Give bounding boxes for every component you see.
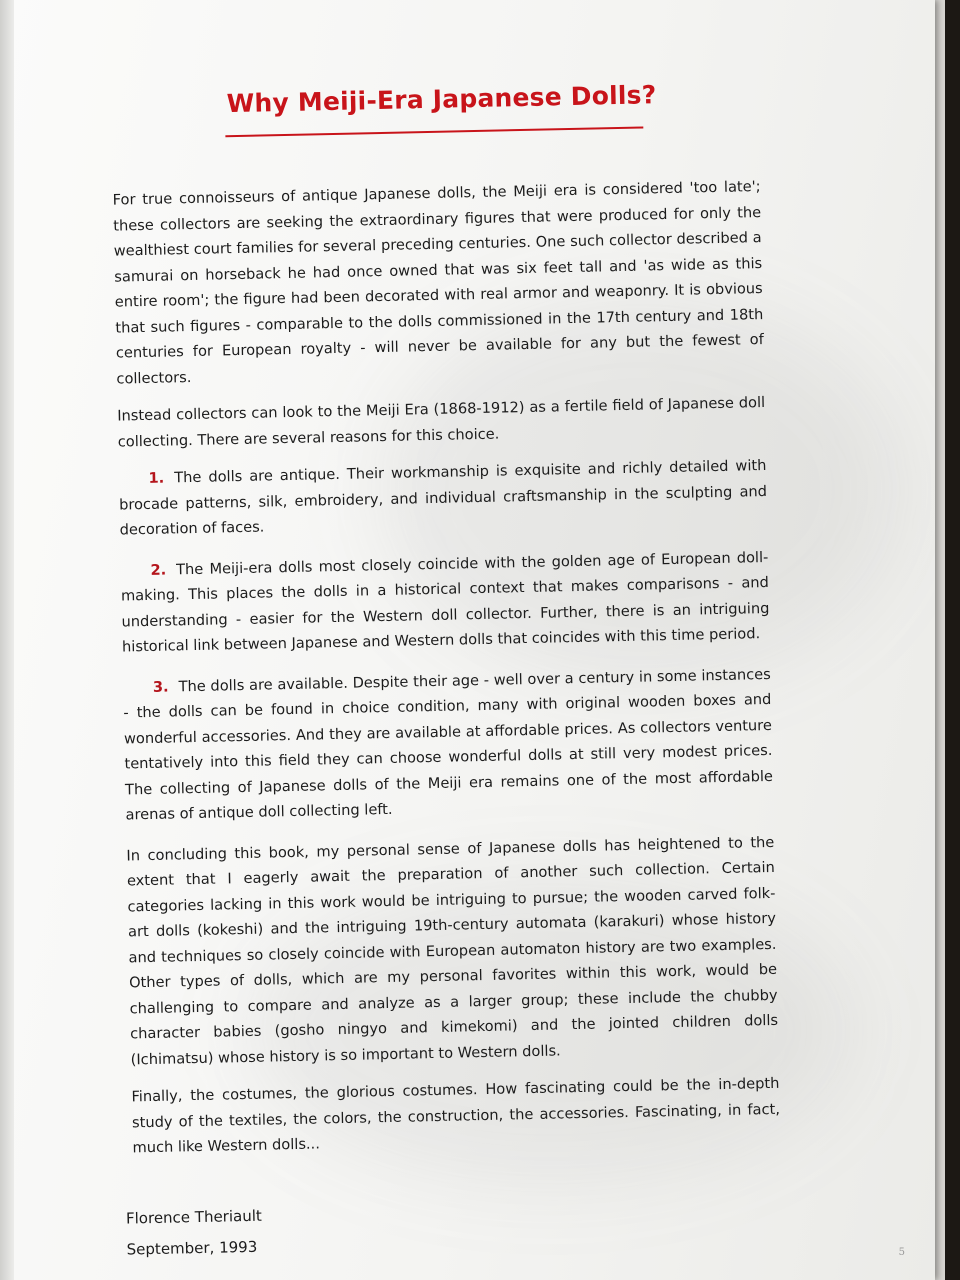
closing-paragraph: In concluding this book, my personal sense of Japanese dolls has heightened to the extent that I eagerly await the preparation of another such collection. Certain categories lacking in this work would be intriguing to pursue; the wooden carved folk-art dolls (kokeshi) and the intriguing 19th-century automata (karakuri) whose history and techniques so closely coincide with European automaton history are two examples. Other types of dolls, which are my personal favorites within this work, would be challenging to compare and analyze as a larger group; these include the chubby character babies (gosho ningyo and kimekomi) and the jointed children dolls (Ichimatsu) whose history is so important to Western dolls. [126,833,779,1068]
intro-paragraph: Instead collectors can look to the Meiji Era (1868-1912) as a fertile field of Japanese doll collecting. There are several reasons for this choice. [117,393,766,451]
closing-paragraph: Finally, the costumes, the glorious costumes. How fascinating could be the in-depth study of the textiles, the colors, the construction, the accessories. Fascinating, in fact, much like Western dolls... [131,1074,781,1157]
page-title: Why Meiji-Era Japanese Dolls? [226,80,657,119]
reason-number: 3. [152,678,169,696]
reason-number: 1. [148,469,165,487]
reason-item [120,544,770,660]
reason-item [118,453,767,543]
intro-paragraph: For true connoisseurs of antique Japanese dolls, the Meiji era is considered 'too late'; these collectors are seeking the extraordinary figures that were produced for only the wealthiest court families for several preceding centuries. One such collector described a samurai on horseback he had once owned that was six feet tall and 'as wide as this entire room'; the figure had been decorated with real armor and weaponry. It is obvious that such figures - comparable to the dolls commissioned in the 17th century and 18th centuries for European royalty - will never be available for any but the fewest of collectors. [112,178,764,388]
signature-date: September, 1993 [126,1237,258,1259]
page-number: 5 [898,1247,905,1258]
title-underline [225,126,643,137]
author-name: Florence Theriault [125,1206,262,1228]
reason-text: The Meiji-era dolls most closely coincide with the golden age of European doll-making. This places the dolls in a historical context that makes comparisons - and understanding - easier for the Western doll collector. Further, there is an intriguing historical link between Japanese and Western dolls that coincides with this time period. [120,548,770,656]
reason-item [123,661,774,828]
article-body [112,174,780,1173]
reason-text: The dolls are available. Despite their age - well over a century in some instances - the dolls can be found in choice condition, many with original wooden boxes and wonderful accessories. And they are available at affordable prices. As collectors venture tentatively into this field they can choose wonderful dolls at still very modest prices. The collecting of Japanese dolls of the Meiji era remains one of the most affordable arenas of antique doll collecting left. [123,665,774,824]
reason-text: The dolls are antique. Their workmanship is exquisite and richly detailed with brocade patterns, silk, embroidery, and individual craftsmanship in the sculpting and decoration of faces. [118,456,768,539]
reason-number: 2. [150,561,167,579]
signature-block [126,1201,263,1266]
